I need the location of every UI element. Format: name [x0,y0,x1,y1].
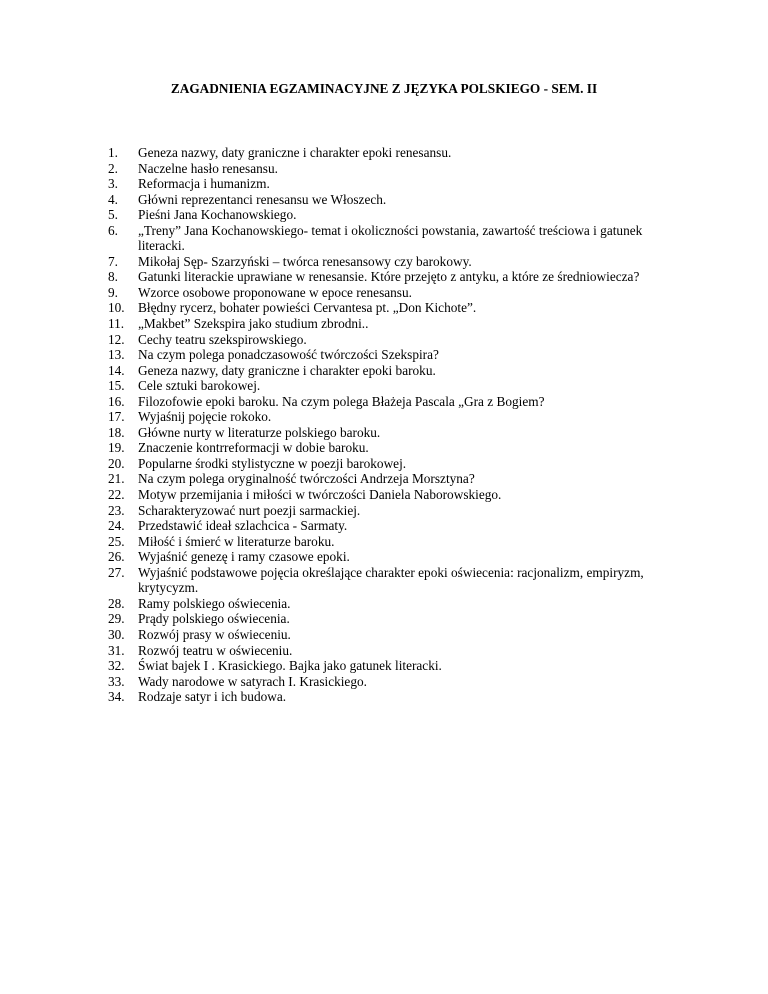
list-item-text: Naczelne hasło renesansu. [138,160,278,176]
list-item [108,192,688,208]
list-item-number: 4. [108,191,118,207]
list-item-text: Scharakteryzować nurt poezji sarmackiej. [138,502,361,518]
list-item [108,643,688,659]
list-item-text: Wyjaśnij pojęcie rokoko. [138,409,272,425]
list-item [108,565,688,596]
list-item-text: Filozofowie epoki baroku. Na czym polega Błażeja Pascala „Gra z Bogiem? [138,393,545,409]
list-item-number: 19. [108,440,125,456]
list-item [108,176,688,192]
list-item-number: 16. [108,393,125,409]
list-item [108,674,688,690]
list-item-text: Rozwój teatru w oświeceniu. [138,642,293,658]
list-item-text: „Makbet” Szekspira jako studium zbrodni.. [138,316,369,332]
list-item-number: 18. [108,424,125,440]
list-item [108,285,688,301]
list-item [108,611,688,627]
exam-topics-list [108,145,688,705]
list-item-text: Główne nurty w literaturze polskiego baroku. [138,424,381,440]
list-item [108,487,688,503]
list-item-number: 2. [108,160,118,176]
list-item [108,518,688,534]
list-item-text: Pieśni Jana Kochanowskiego. [138,207,297,223]
list-item-text: Wyjaśnić genezę i ramy czasowe epoki. [138,549,350,565]
list-item [108,332,688,348]
list-item-number: 27. [108,564,125,580]
list-item-text: Prądy polskiego oświecenia. [138,611,290,627]
list-item [108,161,688,177]
list-item-text: Cechy teatru szekspirowskiego. [138,331,307,347]
page-title: ZAGADNIENIA EGZAMINACYJNE Z JĘZYKA POLSKIEGO - SEM. II [170,81,598,96]
list-item-text: Główni reprezentanci renesansu we Włoszech. [138,191,387,207]
list-item-text: Wzorce osobowe proponowane w epoce renesansu. [138,284,412,300]
list-item-number: 13. [108,347,125,363]
list-item [108,658,688,674]
list-item [108,223,688,254]
list-item-number: 30. [108,626,125,642]
list-item-text: Przedstawić ideał szlachcica - Sarmaty. [138,518,348,534]
list-item-text: Wyjaśnić podstawowe pojęcia określające charakter epoki oświecenia: racjonalizm, empiryzm, krytycyzm. [138,564,644,596]
list-item-text: Gatunki literackie uprawiane w renesansie. Które przejęto z antyku, a które ze średniowiecza? [138,269,640,285]
list-item [108,363,688,379]
list-item-text: Wady narodowe w satyrach I. Krasickiego. [138,673,367,689]
list-item [108,689,688,705]
list-item-text: Reformacja i humanizm. [138,176,270,192]
list-item-number: 34. [108,689,125,705]
list-item [108,409,688,425]
list-item-text: „Treny” Jana Kochanowskiego- temat i okoliczności powstania, zawartość treściowa i gatunek literacki. [138,222,643,254]
list-item [108,207,688,223]
list-item-number: 14. [108,362,125,378]
list-item-number: 3. [108,176,118,192]
list-item-number: 7. [108,253,118,269]
list-item [108,549,688,565]
list-item [108,347,688,363]
list-item [108,269,688,285]
list-item [108,471,688,487]
list-item-number: 23. [108,502,125,518]
list-item-number: 11. [108,316,125,332]
list-item-text: Geneza nazwy, daty graniczne i charakter epoki renesansu. [138,145,452,160]
list-item-text: Rozwój prasy w oświeceniu. [138,626,291,642]
list-item [108,440,688,456]
list-item-number: 33. [108,673,125,689]
list-item-number: 5. [108,207,118,223]
list-item-number: 8. [108,269,118,285]
list-item [108,425,688,441]
list-item-text: Na czym polega oryginalność twórczości Andrzeja Morsztyna? [138,471,475,487]
list-item-number: 10. [108,300,125,316]
list-item-number: 1. [108,145,118,160]
list-item-text: Cele sztuki barokowej. [138,378,261,394]
list-item [108,316,688,332]
list-item [108,254,688,270]
list-item-text: Geneza nazwy, daty graniczne i charakter epoki baroku. [138,362,436,378]
list-item-text: Motyw przemijania i miłości w twórczości Daniela Naborowskiego. [138,487,502,503]
list-item-text: Świat bajek I . Krasickiego. Bajka jako gatunek literacki. [138,658,442,674]
list-item [108,300,688,316]
list-item-number: 6. [108,222,118,238]
list-item [108,456,688,472]
list-item [108,627,688,643]
list-item-text: Znaczenie kontrreformacji w dobie baroku. [138,440,369,456]
list-item-number: 31. [108,642,125,658]
list-item-number: 24. [108,518,125,534]
list-item-number: 28. [108,595,125,611]
list-item [108,503,688,519]
list-item-text: Popularne środki stylistyczne w poezji barokowej. [138,455,407,471]
list-item-text: Na czym polega ponadczasowość twórczości Szekspira? [138,347,439,363]
list-item-text: Miłość i śmierć w literaturze baroku. [138,533,335,549]
list-item-text: Ramy polskiego oświecenia. [138,595,291,611]
list-item-text: Błędny rycerz, bohater powieści Cervantesa pt. „Don Kichote”. [138,300,477,316]
list-item-number: 17. [108,409,125,425]
list-item-number: 9. [108,284,118,300]
list-item-number: 29. [108,611,125,627]
list-item [108,596,688,612]
list-item-text: Mikołaj Sęp- Szarzyński – twórca renesansowy czy barokowy. [138,253,472,269]
list-item-number: 20. [108,455,125,471]
list-item-number: 21. [108,471,125,487]
list-item-number: 12. [108,331,125,347]
list-item [108,145,688,161]
list-item [108,394,688,410]
list-item-number: 15. [108,378,125,394]
list-item-number: 32. [108,658,125,674]
list-item-number: 26. [108,549,125,565]
list-item [108,534,688,550]
list-item [108,378,688,394]
list-item-text: Rodzaje satyr i ich budowa. [138,689,287,705]
list-item-number: 25. [108,533,125,549]
list-item-number: 22. [108,487,125,503]
